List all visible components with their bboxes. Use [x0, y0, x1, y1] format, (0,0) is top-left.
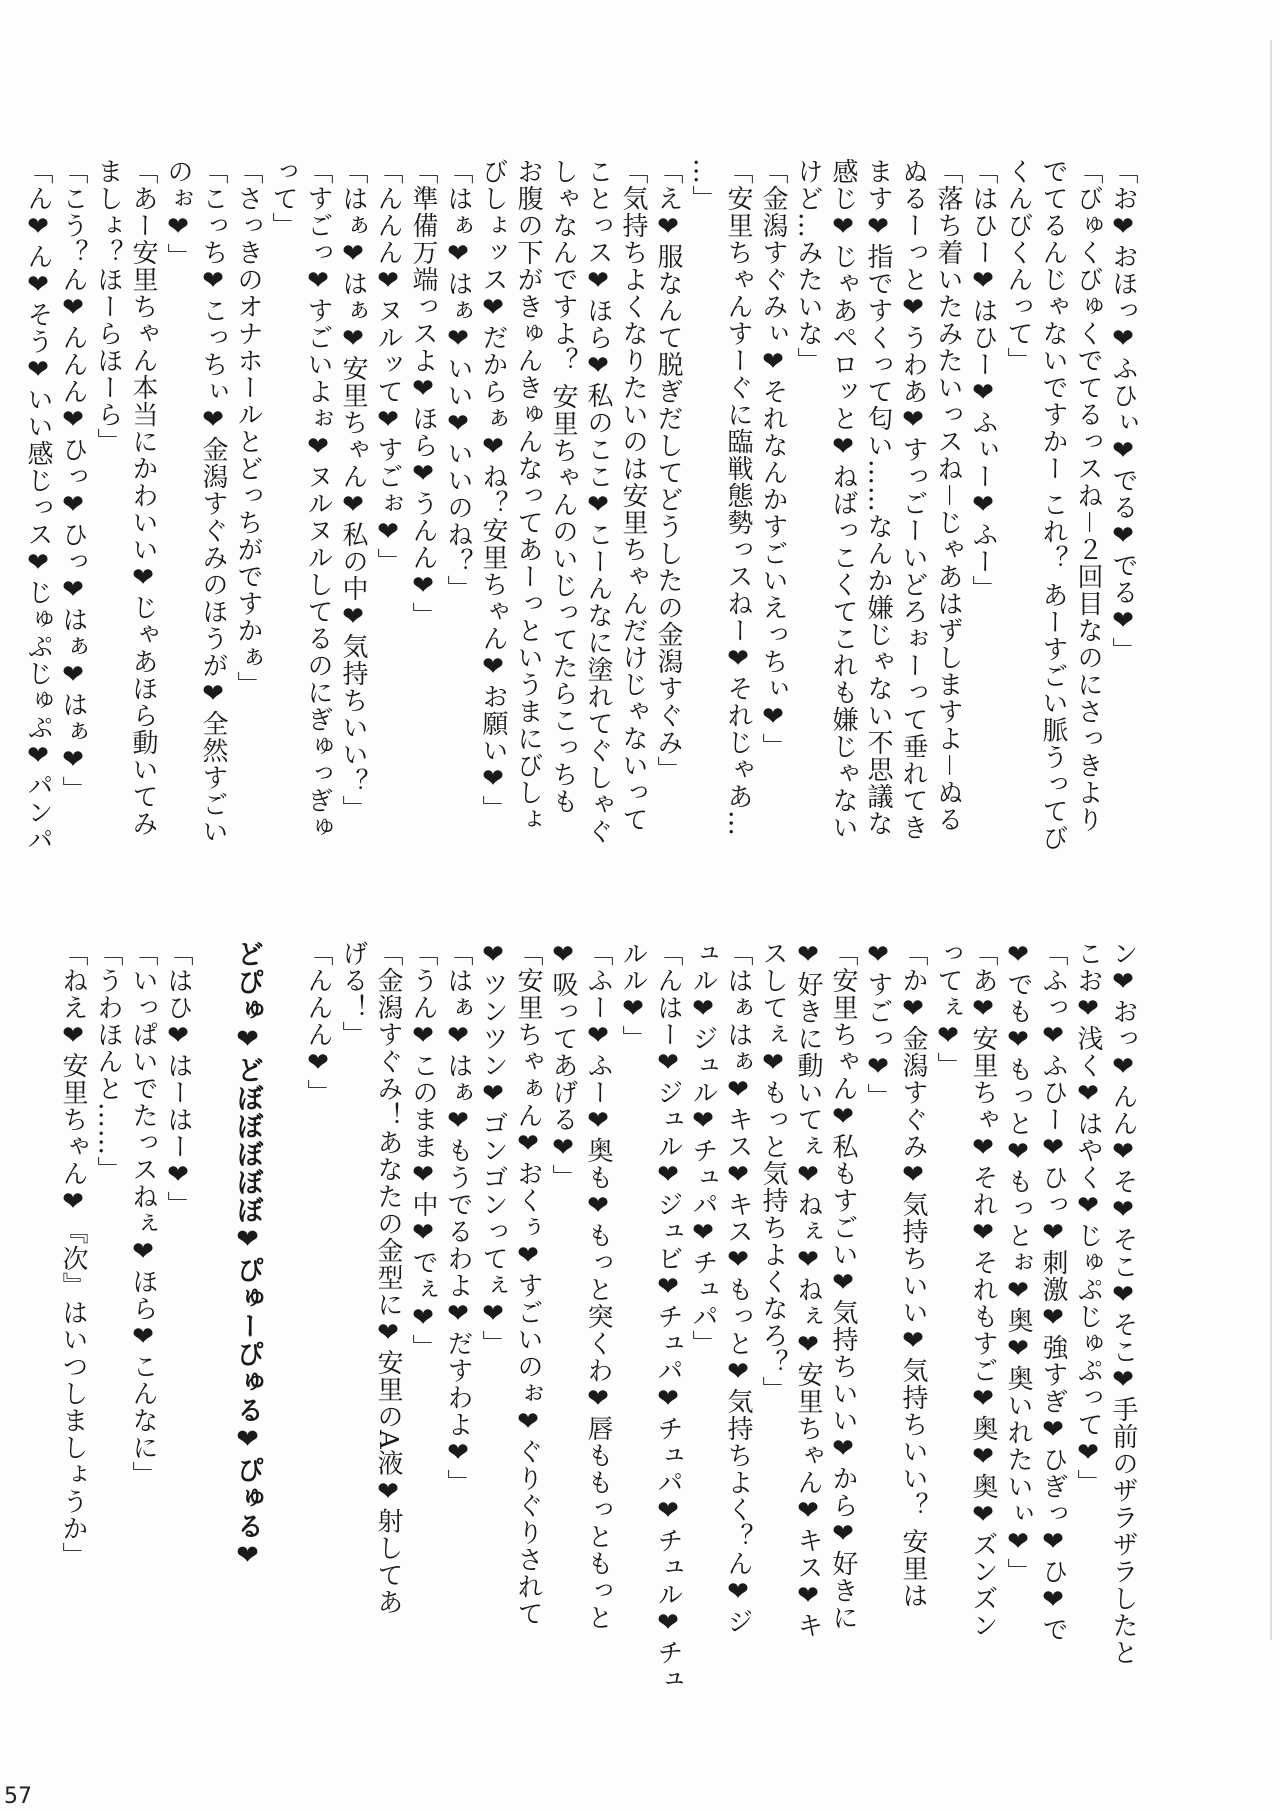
page-number: 57 [4, 1784, 32, 1809]
text-line: 「いっぱいでたっスねぇ❤ほら❤こんなに」 [128, 940, 158, 1488]
text-line: 「安里ちゃぁん❤おくぅ❤すごいのぉ❤ぐりぐりされて [513, 940, 543, 1627]
text-line: ❤吸ってあげる❤」 [548, 940, 578, 1191]
text-line: でてるんじゃないですかー これ？ あーすごい脈うってび [1038, 158, 1068, 852]
text-line: ぬるーっと❤うわあ❤すっごーいどろぉーって垂れてき [898, 158, 928, 841]
text-line: 「ん❤ん❤そう❤いい感じっス❤じゅぷじゅぷ❤パンパ [23, 158, 53, 853]
text-line: しゃなんですよ？ 安里ちゃんのいじってたらこっちも [548, 158, 578, 816]
text-line: ❤すごっ❤」 [863, 940, 893, 1110]
text-line: 「はぁ❤はぁ❤もうでるわよ❤だすわよ❤」 [443, 940, 473, 1496]
text-line [195, 940, 230, 1665]
text-line: 「金潟すぐみ！あなたの金型に❤安里のA液❤射してあ [373, 940, 403, 1616]
text-line: ❤でも❤もっと❤もっとぉ❤奥❤奥いれたいぃ❤」 [1003, 940, 1033, 1585]
text-line: 「安里ちゃんすーぐに臨戦態勢っスねー❤それじゃあ… [723, 158, 753, 837]
text-line: けど…みたいな」 [793, 158, 823, 374]
text-line: ❤ツンツン❤ゴンゴンってぇ❤」 [478, 940, 508, 1357]
text-line: げる！」 [338, 940, 368, 1048]
text-line: 「はぁ❤はぁ❤いい❤いいのね？」 [443, 158, 473, 602]
text-line: びしょッス❤だからぁ❤ね？安里ちゃん❤お願い❤」 [478, 158, 508, 822]
text-line: 「はひー❤はひー❤ふぃー❤ふー」 [968, 158, 998, 602]
text-block-bottom [58, 940, 1140, 1693]
text-line: 「あー安里ちゃん本当にかわいい❤じゃあほら動いてみ [128, 158, 158, 837]
text-line: 「さっきのオナホールとどっちがですかぁ」 [233, 158, 263, 698]
text-line: のぉ❤」 [163, 158, 193, 270]
text-line: 「んはー❤ジュル❤ジュビ❤チュパ❤チュパ❤チュル❤チュ [653, 940, 683, 1693]
text-line: こお❤浅く❤はやく❤じゅぷじゅぷって❤」 [1073, 940, 1103, 1496]
text-line: 「準備万端っスよ❤ほら❤うんん❤」 [408, 158, 438, 629]
text-line: 「こっち❤こっちぃ❤金潟すぐみのほうが❤全然すごい [198, 158, 228, 845]
page-edge-shadow [1264, 40, 1272, 1640]
text-line: 「はぁ❤はぁ❤安里ちゃん❤私の中❤気持ちいい？」 [338, 158, 368, 822]
text-line: 「あ❤安里ちゃ❤それ❤それもすご❤奥❤奥❤ズンズン [968, 940, 998, 1639]
text-line: って」 [268, 158, 298, 239]
text-line: 「はぁはぁ❤キス❤キス❤もっと❤気持ちよく？ん❤ジ [723, 940, 753, 1635]
text-line: 「落ち着いたみたいっスね－じゃあはずしますよ－ぬる [933, 158, 963, 833]
text-line: …」 [688, 158, 718, 212]
text-block-top [23, 158, 1140, 888]
text-line: ルル❤」 [618, 940, 648, 1052]
text-line [265, 940, 300, 1665]
text-line: ことっス❤ほら❤私のここ❤こーんなに塗れてぐしゃぐ [583, 158, 613, 845]
text-line: 「んんん❤」 [303, 940, 333, 1106]
text-line: 「ふー❤ふー❤奥も❤もっと突くわ❤唇ももっともっと [583, 940, 613, 1631]
sound-effect-line: どぴゅ❤どぼぼぼぼぼ❤ぴゅーぴゅる❤ぴゅる❤ [232, 940, 263, 1572]
text-line: 「うわほんと……」 [93, 940, 123, 1183]
text-line: 「安里ちゃん❤私もすごい❤気持ちいい❤から❤好きに [828, 940, 858, 1631]
text-line: ましょ？ほーらほーら」 [93, 158, 123, 455]
text-line: ってぇ❤」 [933, 940, 963, 1079]
text-line: 「んんん❤ヌルッて❤すごぉ❤」 [373, 158, 403, 575]
text-line: ュル❤ジュル❤チュパ❤チュパ」 [688, 940, 718, 1357]
text-line: ❤好きに動いてぇ❤ねぇ❤ねぇ❤安里ちゃん❤キス❤キ [793, 940, 823, 1639]
text-line: 感じ❤じゃあペロッと❤ねばっこくてこれも嫌じゃない [828, 158, 858, 841]
text-line: 「お❤おほっ❤ふひぃ❤でる❤でる❤」 [1108, 158, 1138, 664]
text-line: くんびくんって」 [1003, 158, 1033, 374]
text-line: スしてぇ❤もっと気持ちよくなろ？」 [758, 940, 788, 1403]
text-line: ン❤おっ❤んん❤そ❤そこ❤そこ❤手前のザラザラしたと [1108, 940, 1138, 1666]
text-line: 「はひ❤はーはー❤」 [163, 940, 193, 1218]
text-line: 「ねえ❤安里ちゃん❤『次』はいつしましょうか」 [58, 940, 88, 1569]
text-line: 「こう？ん❤んんん❤ひっ❤ひっ❤はぁ❤はぁ❤」 [58, 158, 88, 803]
text-line: 「え❤服なんて脱ぎだしてどうしたの金潟すぐみ」 [653, 158, 683, 783]
text-line: 「ふっ❤ふひー❤ひっ❤刺激❤強すぎ❤ひぎっ❤ひ❤で [1038, 940, 1068, 1643]
text-line: 「金潟すぐみぃ❤それなんかすごいえっちぃ❤」 [758, 158, 788, 760]
text-line: ます❤指ですくって匂い……なんか嫌じゃない不思議な [863, 158, 893, 837]
text-line: お腹の下がきゅんきゅんなってあーっというまにびしょ [513, 158, 543, 833]
text-line: 「気持ちよくなりたいのは安里ちゃんだけじゃないって [618, 158, 648, 833]
text-line: 「びゅくびゅくでてるっスね－２回目なのにさっきより [1073, 158, 1103, 833]
text-line: 「すごっ❤すごいよぉ❤ヌルヌルしてるのにぎゅっぎゅ [303, 158, 333, 841]
text-line: 「うん❤このまま❤中❤でぇ❤」 [408, 940, 438, 1361]
text-line: 「か❤金潟すぐみ❤気持ちいい❤気持ちいい？ 安里は [898, 940, 928, 1610]
